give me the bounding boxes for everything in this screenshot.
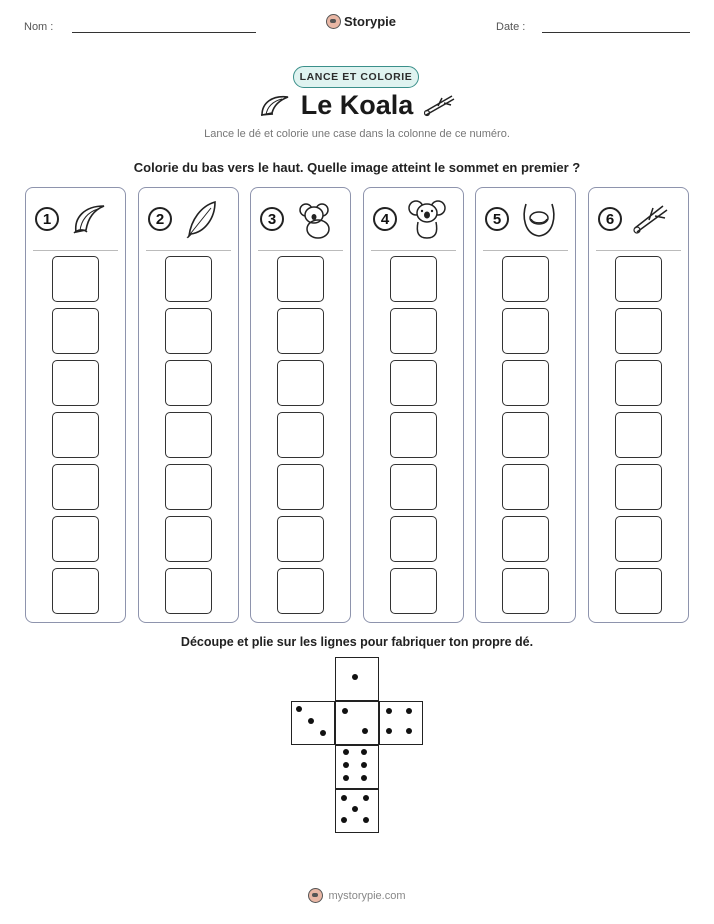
color-cell[interactable] xyxy=(502,256,549,302)
dice-column-5 xyxy=(475,187,576,623)
color-cell[interactable] xyxy=(165,464,212,510)
die-pip xyxy=(406,708,412,714)
column-divider xyxy=(596,250,681,251)
die-pip xyxy=(386,708,392,714)
column-divider xyxy=(146,250,231,251)
name-label: Nom : xyxy=(24,21,54,33)
name-line[interactable] xyxy=(72,32,256,33)
color-cell[interactable] xyxy=(52,464,99,510)
color-cell[interactable] xyxy=(277,360,324,406)
color-cell[interactable] xyxy=(277,464,324,510)
die-instruction: Découpe et plie sur les lignes pour fabriquer ton propre dé. xyxy=(180,635,534,649)
die-pip xyxy=(361,762,367,768)
storypie-bear-icon xyxy=(326,14,341,29)
die-pip xyxy=(406,728,412,734)
column-number: 3 xyxy=(260,207,284,231)
column-number: 5 xyxy=(485,207,509,231)
die-pip xyxy=(342,708,348,714)
koala-icon xyxy=(406,198,448,240)
date-line[interactable] xyxy=(542,32,690,33)
die-face-1[interactable] xyxy=(335,657,379,701)
column-number: 2 xyxy=(148,207,172,231)
eucalyptus-leaf-icon xyxy=(181,198,223,240)
color-cell[interactable] xyxy=(52,360,99,406)
dice-column-3 xyxy=(250,187,351,623)
die-pip xyxy=(363,817,369,823)
color-cell[interactable] xyxy=(615,308,662,354)
color-cell[interactable] xyxy=(165,308,212,354)
color-cell[interactable] xyxy=(277,516,324,562)
dice-column-2 xyxy=(138,187,239,623)
color-cell[interactable] xyxy=(277,412,324,458)
color-cell[interactable] xyxy=(277,308,324,354)
die-pip xyxy=(352,674,358,680)
koala-pouch-icon xyxy=(518,198,560,240)
storypie-bear-icon xyxy=(308,888,323,903)
color-cell[interactable] xyxy=(52,256,99,302)
color-cell[interactable] xyxy=(277,256,324,302)
color-cell[interactable] xyxy=(52,516,99,562)
color-cell[interactable] xyxy=(615,256,662,302)
color-cell[interactable] xyxy=(165,412,212,458)
claw-icon xyxy=(68,198,110,240)
koala-sitting-icon xyxy=(293,198,335,240)
branch-icon xyxy=(631,198,673,240)
dice-column-6 xyxy=(588,187,689,623)
color-cell[interactable] xyxy=(165,516,212,562)
color-cell[interactable] xyxy=(390,464,437,510)
footer xyxy=(0,888,714,903)
color-cell[interactable] xyxy=(615,464,662,510)
die-pip xyxy=(341,817,347,823)
die-pip xyxy=(343,749,349,755)
column-divider xyxy=(483,250,568,251)
die-pip xyxy=(361,775,367,781)
color-cell[interactable] xyxy=(390,360,437,406)
die-pip xyxy=(362,728,368,734)
dice-column-4 xyxy=(363,187,464,623)
die-pip xyxy=(352,806,358,812)
activity-badge: LANCE ET COLORIE xyxy=(293,66,419,88)
color-cell[interactable] xyxy=(502,360,549,406)
die-face-4[interactable] xyxy=(379,701,423,745)
color-cell[interactable] xyxy=(390,568,437,614)
title-branch-icon xyxy=(424,95,458,119)
color-cell[interactable] xyxy=(502,568,549,614)
color-cell[interactable] xyxy=(615,516,662,562)
brand-name: Storypie xyxy=(344,14,397,29)
column-number: 1 xyxy=(35,207,59,231)
color-cell[interactable] xyxy=(390,308,437,354)
date-label: Date : xyxy=(496,21,526,33)
die-pip xyxy=(343,762,349,768)
die-face-5[interactable] xyxy=(335,789,379,833)
column-number: 4 xyxy=(373,207,397,231)
color-cell[interactable] xyxy=(52,412,99,458)
footer-url[interactable]: mystorypie.com xyxy=(328,889,406,902)
column-divider xyxy=(33,250,118,251)
die-face-2[interactable] xyxy=(335,701,379,745)
die-pip xyxy=(296,706,302,712)
die-pip xyxy=(320,730,326,736)
die-pip xyxy=(341,795,347,801)
color-cell[interactable] xyxy=(52,568,99,614)
die-face-3[interactable] xyxy=(291,701,335,745)
color-cell[interactable] xyxy=(615,568,662,614)
color-cell[interactable] xyxy=(165,360,212,406)
page-subtitle: Lance le dé et colorie une case dans la colonne de ce numéro. xyxy=(204,128,510,140)
color-cell[interactable] xyxy=(165,256,212,302)
brand-logo xyxy=(326,14,396,29)
color-cell[interactable] xyxy=(165,568,212,614)
color-cell[interactable] xyxy=(52,308,99,354)
column-divider xyxy=(371,250,456,251)
color-cell[interactable] xyxy=(502,516,549,562)
column-number: 6 xyxy=(598,207,622,231)
dice-column-1 xyxy=(25,187,126,623)
die-pip xyxy=(363,795,369,801)
die-pip xyxy=(343,775,349,781)
color-cell[interactable] xyxy=(502,308,549,354)
column-divider xyxy=(258,250,343,251)
coloring-instruction: Colorie du bas vers le haut. Quelle image atteint le sommet en premier ? xyxy=(133,160,581,175)
color-cell[interactable] xyxy=(502,412,549,458)
color-cell[interactable] xyxy=(390,256,437,302)
color-cell[interactable] xyxy=(390,412,437,458)
die-face-6[interactable] xyxy=(335,745,379,789)
color-cell[interactable] xyxy=(390,516,437,562)
color-cell[interactable] xyxy=(277,568,324,614)
die-pip xyxy=(386,728,392,734)
die-pip xyxy=(361,749,367,755)
color-cell[interactable] xyxy=(502,464,549,510)
die-pip xyxy=(308,718,314,724)
color-cell[interactable] xyxy=(615,360,662,406)
color-cell[interactable] xyxy=(615,412,662,458)
page-title: Le Koala xyxy=(300,90,414,120)
